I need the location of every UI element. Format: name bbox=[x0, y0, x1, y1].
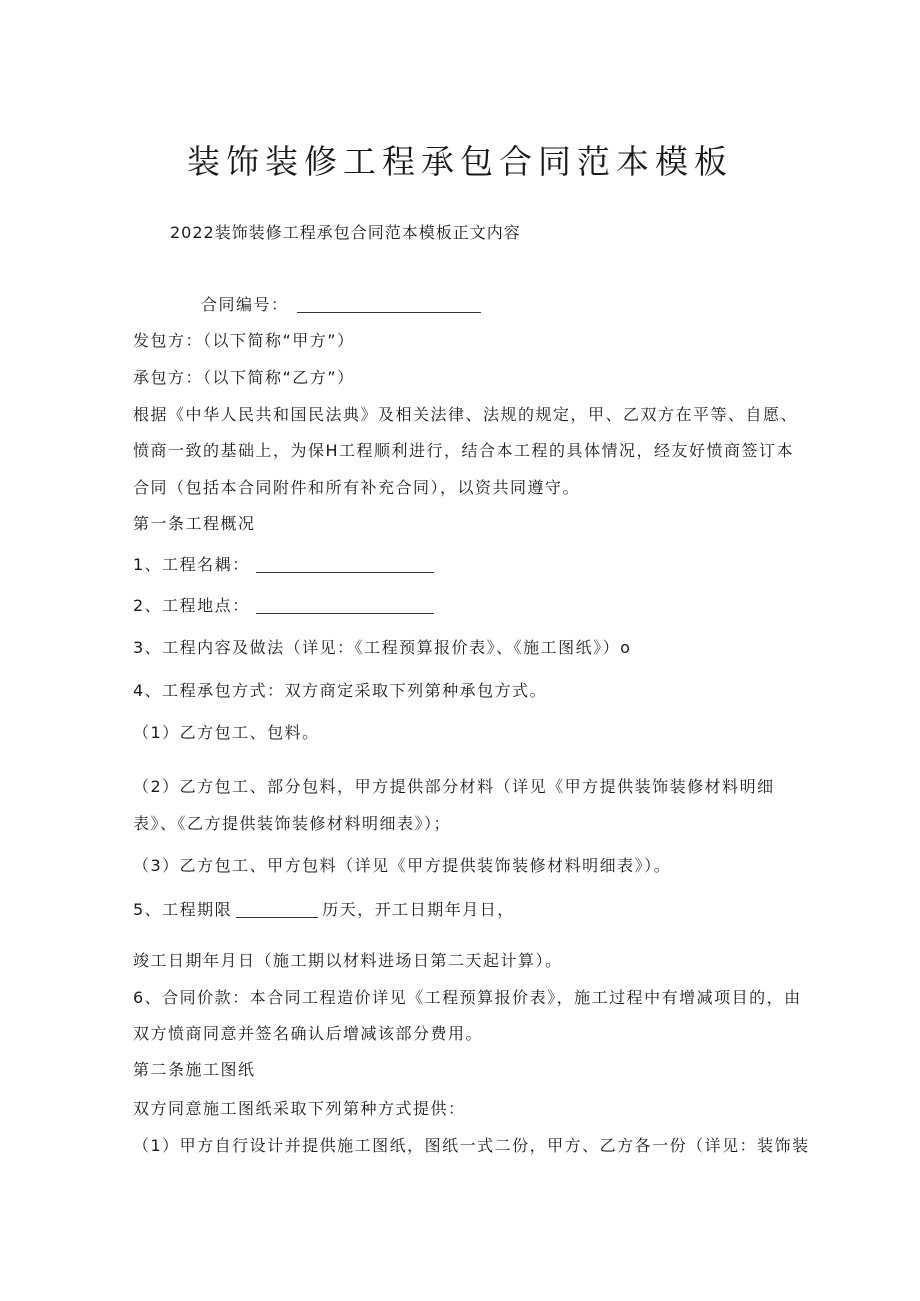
contract-number-label: 合同编号： bbox=[201, 295, 289, 314]
item-6-line-2: 双方愤商同意并签名确认后增减该部分费用。 bbox=[133, 1024, 484, 1043]
item-6-line-1: 6、合同价款：本合同工程造价详见《工程预算报价表》，施工过程中有增减项目的，由 bbox=[133, 988, 802, 1007]
document-title: 装饰装修工程承包合同范本模板 bbox=[187, 142, 733, 181]
article-2-intro: 双方同意施工图纸采取下列第种方式提供： bbox=[133, 1099, 466, 1118]
item-3-line: 3、工程内容及做法（详见：《工程预算报价表》、《施工图纸》）o bbox=[133, 638, 632, 657]
document-subtitle: 2022装饰装修工程承包合同范本模板正文内容 bbox=[170, 223, 521, 242]
item-5-line bbox=[133, 897, 515, 920]
item-5-suffix: 历天，开工日期年月日， bbox=[322, 900, 515, 919]
preamble-line-1: 根据《中华人民共和国民法典》及相关法律、法规的规定，甲、乙双方在平等、自愿、 bbox=[133, 405, 799, 424]
project-name-blank bbox=[256, 556, 434, 573]
item-4-option-2-line-1: （2）乙方包工、部分包料，甲方提供部分材料（详见《甲方提供装饰装修材料明细 bbox=[133, 777, 775, 796]
item-4-line: 4、工程承包方式：双方商定采取下列第种承包方式。 bbox=[133, 681, 548, 700]
item-4-option-3: （3）乙方包工、甲方包料（详见《甲方提供装饰装修材料明细表》）。 bbox=[133, 856, 672, 875]
item-1-line bbox=[133, 552, 434, 575]
item-1-label: 1、工程名耦： bbox=[133, 555, 250, 574]
article-1-heading: 第一条工程概况 bbox=[133, 514, 256, 533]
item-4-option-2-line-2: 表》、《乙方提供装饰装修材料明细表》）； bbox=[133, 814, 452, 833]
item-5-prefix: 5、工程期限 bbox=[133, 900, 233, 919]
party-b-line: 承包方：（以下简称“乙方”） bbox=[133, 368, 355, 387]
item-5-completion: 竣工日期年月日（施工期以材料进场日第二天起计算）。 bbox=[133, 951, 563, 970]
item-4-option-1: （1）乙方包工、包料。 bbox=[133, 723, 320, 742]
preamble-line-3: 合同（包括本合同附件和所有补充合同），以资共同遵守。 bbox=[133, 478, 581, 497]
article-2-option-1: （1）甲方自行设计并提供施工图纸，图纸一式二份，甲方、乙方各一份（详见：装饰装 bbox=[133, 1136, 810, 1155]
party-a-line: 发包方：（以下简称“甲方”） bbox=[133, 331, 355, 350]
item-2-label: 2、工程地点： bbox=[133, 596, 250, 615]
item-2-line bbox=[133, 593, 434, 616]
contract-number-blank bbox=[297, 296, 481, 313]
duration-blank bbox=[236, 901, 318, 918]
project-location-blank bbox=[256, 597, 434, 614]
article-2-heading: 第二条施工图纸 bbox=[133, 1060, 256, 1079]
preamble-line-2: 愤商一致的基础上，为保H工程顺利进行，结合本工程的具体情况，经友好愤商签订本 bbox=[133, 441, 795, 460]
contract-number-line bbox=[201, 292, 481, 315]
